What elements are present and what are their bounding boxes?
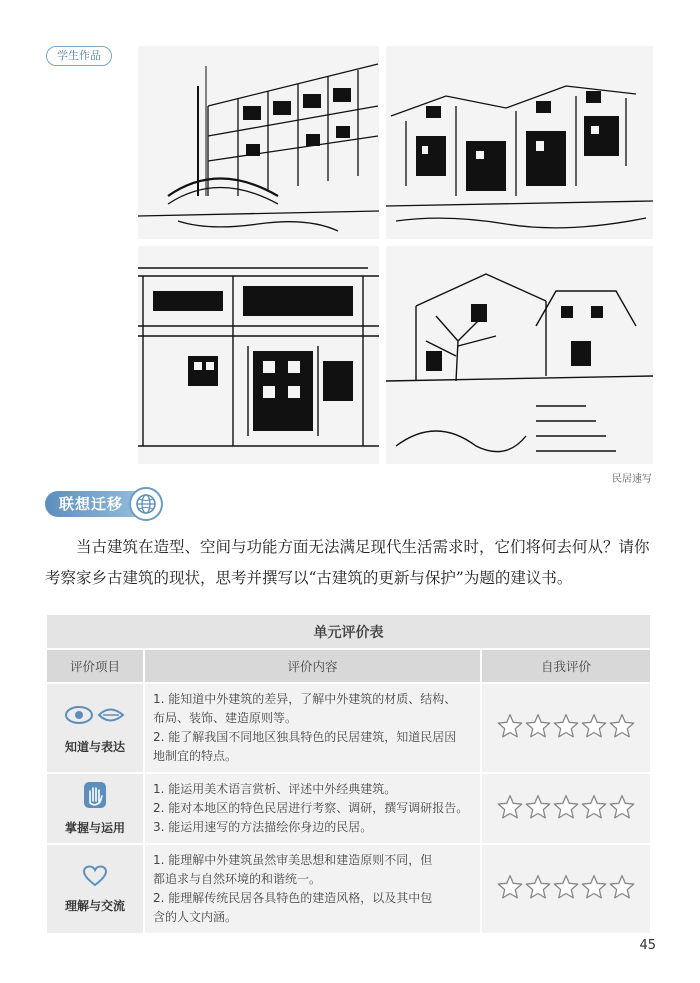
star-rating[interactable] — [497, 794, 635, 820]
sketch-village-house-tree — [386, 246, 653, 464]
section-title: 联想迁移 — [45, 491, 153, 517]
item-cell — [47, 774, 143, 843]
header-self-eval: 自我评价 — [482, 650, 650, 682]
prompt-paragraph: 当古建筑在造型、空间与功能方面无法满足现代生活需求时，它们将何去何从？请你考察家乡古建筑的现状，思考并撰写以“古建筑的更新与保护”为题的建议书。 — [45, 538, 650, 587]
item-label: 知道与表达 — [64, 739, 125, 754]
content-line: 布局、装饰、建造原则等。 — [153, 711, 298, 725]
eye-mouth-icon — [48, 702, 142, 732]
content-cell — [145, 684, 480, 772]
content-line: 2. 能理解传统民居各具特色的建造风格，以及其中包 — [153, 891, 433, 905]
globe-icon — [129, 487, 163, 521]
unit-evaluation-table — [45, 613, 652, 935]
sketch-waterside-houses — [386, 46, 653, 239]
star-icon[interactable] — [525, 874, 551, 900]
star-icon[interactable] — [581, 713, 607, 739]
content-line: 1. 能运用美术语言赏析、评述中外经典建筑。 — [153, 782, 397, 796]
content-line: 都追求与自然环境的和谐统一。 — [153, 872, 322, 886]
star-icon[interactable] — [525, 713, 551, 739]
section-heading — [45, 489, 163, 519]
table-row — [47, 845, 650, 933]
star-rating[interactable] — [497, 713, 635, 739]
sketch-two-storey-residence — [138, 246, 379, 464]
content-line: 1. 能理解中外建筑虽然审美思想和建造原则不同，但 — [153, 853, 433, 867]
sketch-caption: 民居速写 — [612, 474, 652, 485]
content-cell — [145, 774, 480, 843]
self-eval-cell — [482, 684, 650, 772]
star-icon[interactable] — [497, 713, 523, 739]
star-icon[interactable] — [609, 794, 635, 820]
content-line: 含的人文内涵。 — [153, 910, 238, 924]
content-line: 2. 能了解我国不同地区独具特色的民居建筑，知道民居因 — [153, 730, 457, 744]
star-icon[interactable] — [553, 874, 579, 900]
self-eval-cell — [482, 774, 650, 843]
content-line: 2. 能对本地区的特色民居进行考察、调研，撰写调研报告。 — [153, 801, 469, 815]
star-icon[interactable] — [497, 794, 523, 820]
header-item: 评价项目 — [47, 650, 143, 682]
content-line: 3. 能运用速写的方法描绘你身边的民居。 — [153, 820, 373, 834]
table-row — [47, 774, 650, 843]
item-cell — [47, 845, 143, 933]
star-icon[interactable] — [581, 874, 607, 900]
page-number: 45 — [639, 938, 656, 953]
star-icon[interactable] — [581, 794, 607, 820]
student-work-tag: 学生作品 — [46, 46, 112, 66]
content-line: 1. 能知道中外建筑的差异，了解中外建筑的材质、结构、 — [153, 692, 457, 706]
star-icon[interactable] — [525, 794, 551, 820]
star-icon[interactable] — [553, 713, 579, 739]
content-cell — [145, 845, 480, 933]
star-icon[interactable] — [497, 874, 523, 900]
star-icon[interactable] — [609, 713, 635, 739]
header-content: 评价内容 — [145, 650, 480, 682]
star-rating[interactable] — [497, 874, 635, 900]
item-label: 理解与交流 — [64, 898, 125, 913]
hand-icon — [48, 781, 142, 813]
table-title: 单元评价表 — [47, 615, 650, 648]
star-icon[interactable] — [553, 794, 579, 820]
heart-icon — [48, 865, 142, 891]
star-icon[interactable] — [609, 874, 635, 900]
table-row — [47, 684, 650, 772]
item-cell — [47, 684, 143, 772]
content-line: 地制宜的特点。 — [153, 749, 238, 763]
sketch-stilt-houses-bridge — [138, 46, 379, 239]
item-label: 掌握与运用 — [64, 821, 125, 835]
self-eval-cell — [482, 845, 650, 933]
